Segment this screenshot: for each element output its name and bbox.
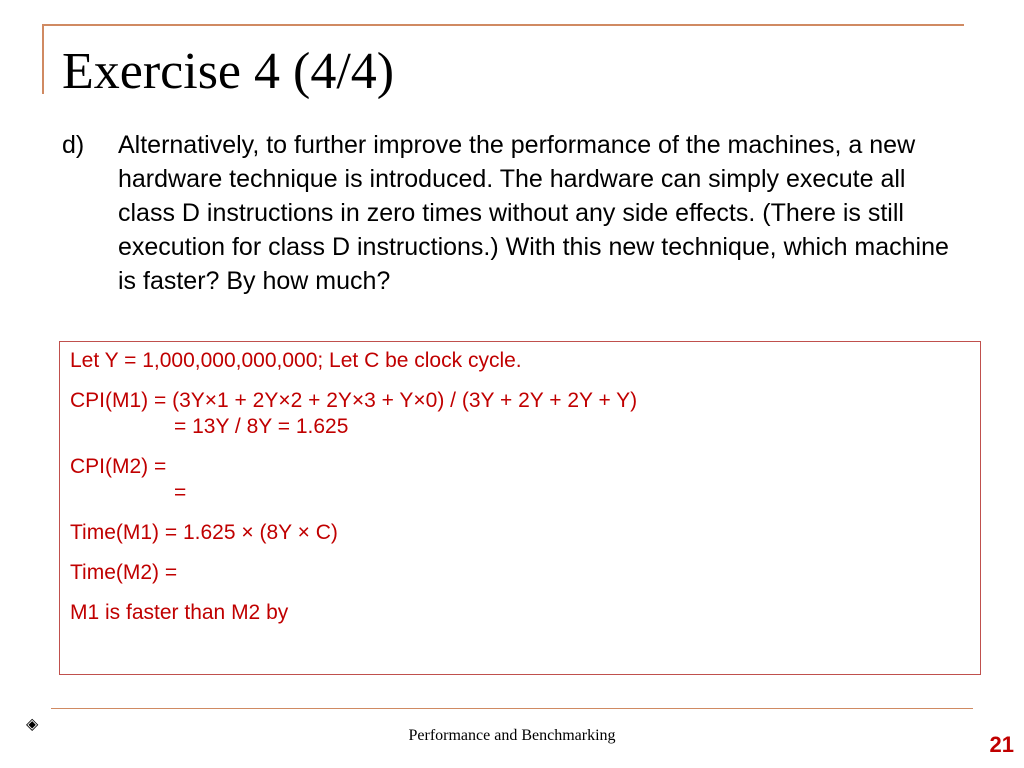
answer-line-definitions: Let Y = 1,000,000,000,000; Let C be clock cycle. bbox=[70, 349, 522, 372]
answer-line-cpi-m1: CPI(M1) = (3Y×1 + 2Y×2 + 2Y×3 + Y×0) / (3Y + 2Y + 2Y + Y) bbox=[70, 389, 638, 412]
title-frame-top-rule bbox=[42, 24, 964, 26]
answer-line-cpi-m2-result: = bbox=[174, 481, 187, 504]
footer-title: Performance and Benchmarking bbox=[408, 727, 616, 744]
answer-line-time-m1: Time(M1) = 1.625 × (8Y × C) bbox=[70, 521, 338, 544]
bullet-marker: d) bbox=[62, 131, 85, 159]
question-bullet bbox=[62, 128, 962, 298]
answer-line-cpi-m1-result: = 13Y / 8Y = 1.625 bbox=[174, 415, 349, 438]
slide-title: Exercise 4 (4/4) bbox=[62, 43, 395, 100]
footer-rule bbox=[51, 708, 973, 709]
answer-line-conclusion: M1 is faster than M2 by bbox=[70, 601, 289, 624]
answer-line-cpi-m2: CPI(M2) = bbox=[70, 455, 167, 478]
slide-number: 21 bbox=[989, 732, 1014, 757]
answer-box bbox=[59, 341, 981, 675]
diamond-bullet-icon: ◈ bbox=[26, 716, 39, 733]
answer-line-time-m2: Time(M2) = bbox=[70, 561, 178, 584]
question-text: Alternatively, to further improve the performance of the machines, a new hardware technique is introduced. The hardware can simply execute all class D instructions in zero times without any side effects. (There is still execution for class D instructions.) With this new technique, which machine is faster? By how much? bbox=[118, 131, 949, 295]
title-frame-left-rule bbox=[42, 24, 44, 94]
